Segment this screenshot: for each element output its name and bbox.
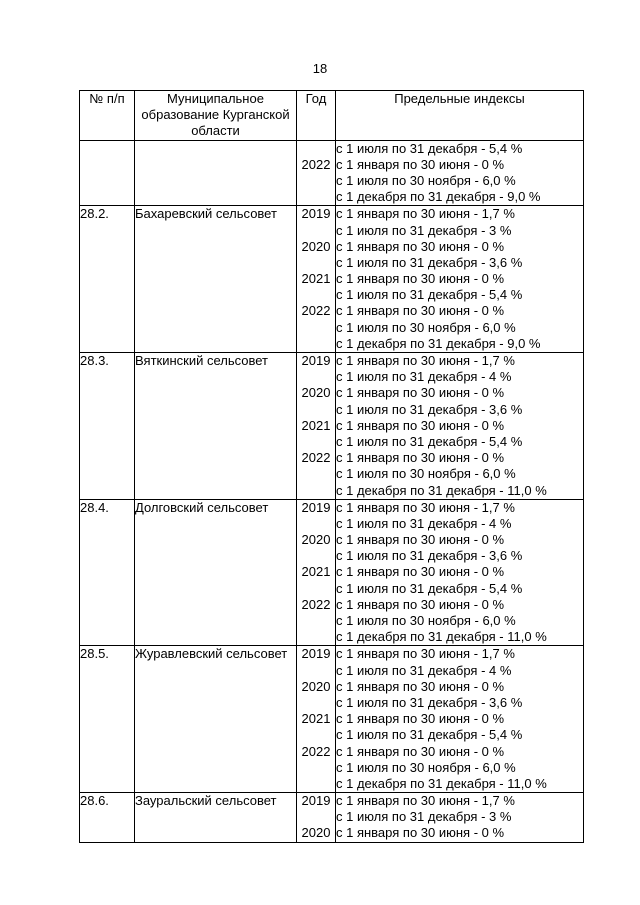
tariff-index-table bbox=[79, 90, 584, 843]
index-period: с 1 июля по 31 декабря - 3,6 % bbox=[336, 548, 523, 564]
table-header-row bbox=[80, 91, 584, 141]
index-period: с 1 января по 30 июня - 1,7 % bbox=[336, 499, 515, 515]
index-period: с 1 января по 30 июня - 0 % bbox=[336, 303, 505, 319]
row-indices bbox=[336, 499, 584, 646]
year-value: 2022 bbox=[301, 303, 331, 319]
row-indices bbox=[336, 206, 584, 353]
index-period: с 1 июля по 31 декабря - 3 % bbox=[336, 809, 512, 825]
year-value: 2019 bbox=[301, 793, 331, 809]
year-value: 2021 bbox=[301, 564, 331, 580]
index-period: с 1 июля по 31 декабря - 4 % bbox=[336, 662, 512, 678]
header-year: Год bbox=[297, 91, 336, 141]
row-municipality bbox=[135, 140, 297, 206]
index-period: с 1 декабря по 31 декабря - 11,0 % bbox=[336, 775, 547, 791]
year-value: 2022 bbox=[301, 596, 331, 612]
index-period: с 1 июля по 31 декабря - 3 % bbox=[336, 222, 512, 238]
year-value: 2020 bbox=[301, 678, 331, 694]
year-value: 2019 bbox=[301, 499, 331, 515]
index-period: с 1 января по 30 июня - 0 % bbox=[336, 743, 505, 759]
year-value: 2021 bbox=[301, 417, 331, 433]
row-indices bbox=[336, 353, 584, 500]
year-value bbox=[297, 760, 335, 776]
year-value bbox=[297, 434, 335, 450]
year-value: 2020 bbox=[301, 825, 331, 841]
year-value: 2019 bbox=[301, 646, 331, 662]
index-period: с 1 января по 30 июня - 1,7 % bbox=[336, 353, 515, 369]
row-years bbox=[297, 499, 336, 646]
index-period: с 1 января по 30 июня - 0 % bbox=[336, 417, 505, 433]
index-period: с 1 июля по 31 декабря - 3,6 % bbox=[336, 254, 523, 270]
year-value bbox=[297, 516, 335, 532]
row-number: 28.5. bbox=[80, 646, 135, 793]
year-value bbox=[297, 223, 335, 239]
year-value bbox=[297, 141, 335, 157]
row-years bbox=[297, 206, 336, 353]
row-years bbox=[297, 140, 336, 206]
index-period: с 1 июля по 31 декабря - 4 % bbox=[336, 515, 512, 531]
index-period: с 1 января по 30 июня - 0 % bbox=[336, 385, 505, 401]
year-value bbox=[297, 336, 335, 352]
row-years bbox=[297, 353, 336, 500]
index-period: с 1 января по 30 июня - 0 % bbox=[336, 596, 505, 612]
index-period: с 1 июля по 30 ноября - 6,0 % bbox=[336, 759, 516, 775]
index-period: с 1 июля по 31 декабря - 5,4 % bbox=[336, 727, 523, 743]
year-value bbox=[297, 809, 335, 825]
row-number: 28.3. bbox=[80, 353, 135, 500]
year-value bbox=[297, 581, 335, 597]
year-value bbox=[297, 663, 335, 679]
table-row bbox=[80, 499, 584, 646]
index-period: с 1 января по 30 июня - 0 % bbox=[336, 711, 505, 727]
table-row bbox=[80, 206, 584, 353]
index-period: с 1 декабря по 31 декабря - 9,0 % bbox=[336, 335, 541, 351]
year-value: 2021 bbox=[301, 271, 331, 287]
index-period: с 1 января по 30 июня - 0 % bbox=[336, 156, 505, 172]
index-period: с 1 января по 30 июня - 0 % bbox=[336, 564, 505, 580]
row-number: 28.6. bbox=[80, 793, 135, 843]
page-number: 18 bbox=[312, 61, 328, 76]
row-indices bbox=[336, 646, 584, 793]
year-value bbox=[297, 727, 335, 743]
index-period: с 1 июля по 30 ноября - 6,0 % bbox=[336, 172, 516, 188]
index-period: с 1 июля по 31 декабря - 3,6 % bbox=[336, 401, 523, 417]
row-municipality: Вяткинский сельсовет bbox=[135, 353, 297, 500]
year-value bbox=[297, 173, 335, 189]
index-period: с 1 июля по 31 декабря - 5,4 % bbox=[336, 287, 523, 303]
row-years bbox=[297, 646, 336, 793]
index-period: с 1 июля по 31 декабря - 5,4 % bbox=[336, 580, 523, 596]
table-body bbox=[80, 140, 584, 842]
year-value bbox=[297, 320, 335, 336]
index-period: с 1 января по 30 июня - 1,7 % bbox=[336, 793, 515, 809]
year-value: 2019 bbox=[301, 353, 331, 369]
row-number: 28.4. bbox=[80, 499, 135, 646]
index-period: с 1 января по 30 июня - 1,7 % bbox=[336, 206, 515, 222]
index-period: с 1 января по 30 июня - 0 % bbox=[336, 825, 505, 841]
table-row bbox=[80, 140, 584, 206]
year-value bbox=[297, 629, 335, 645]
year-value bbox=[297, 369, 335, 385]
table-row bbox=[80, 646, 584, 793]
header-indices: Предельные индексы bbox=[336, 91, 584, 141]
index-period: с 1 декабря по 31 декабря - 11,0 % bbox=[336, 482, 547, 498]
row-number: 28.2. bbox=[80, 206, 135, 353]
index-period: с 1 июля по 30 ноября - 6,0 % bbox=[336, 613, 516, 629]
index-period: с 1 декабря по 31 декабря - 11,0 % bbox=[336, 629, 547, 645]
year-value: 2020 bbox=[301, 532, 331, 548]
index-period: с 1 июля по 30 ноября - 6,0 % bbox=[336, 319, 516, 335]
year-value bbox=[297, 613, 335, 629]
year-value bbox=[297, 255, 335, 271]
header-number: № п/п bbox=[80, 91, 135, 141]
index-period: с 1 декабря по 31 декабря - 9,0 % bbox=[336, 189, 541, 205]
year-value: 2022 bbox=[301, 743, 331, 759]
year-value bbox=[297, 776, 335, 792]
index-period: с 1 января по 30 июня - 0 % bbox=[336, 532, 505, 548]
year-value: 2022 bbox=[301, 450, 331, 466]
row-municipality: Журавлевский сельсовет bbox=[135, 646, 297, 793]
year-value: 2021 bbox=[301, 711, 331, 727]
index-period: с 1 июля по 30 ноября - 6,0 % bbox=[336, 466, 516, 482]
table-row bbox=[80, 793, 584, 843]
index-period: с 1 января по 30 июня - 0 % bbox=[336, 238, 505, 254]
row-indices bbox=[336, 140, 584, 206]
index-period: с 1 июля по 31 декабря - 4 % bbox=[336, 369, 512, 385]
row-number bbox=[80, 140, 135, 206]
row-indices bbox=[336, 793, 584, 843]
index-period: с 1 января по 30 июня - 0 % bbox=[336, 678, 505, 694]
year-value: 2019 bbox=[301, 206, 331, 222]
row-years bbox=[297, 793, 336, 843]
index-period: с 1 января по 30 июня - 0 % bbox=[336, 271, 505, 287]
year-value: 2020 bbox=[301, 385, 331, 401]
year-value bbox=[297, 548, 335, 564]
year-value bbox=[297, 402, 335, 418]
year-value: 2022 bbox=[301, 156, 331, 172]
year-value bbox=[297, 287, 335, 303]
index-period: с 1 января по 30 июня - 1,7 % bbox=[336, 646, 515, 662]
year-value: 2020 bbox=[301, 238, 331, 254]
index-period: с 1 июля по 31 декабря - 5,4 % bbox=[336, 140, 523, 156]
year-value bbox=[297, 466, 335, 482]
year-value bbox=[297, 695, 335, 711]
table-row bbox=[80, 353, 584, 500]
index-period: с 1 июля по 31 декабря - 3,6 % bbox=[336, 694, 523, 710]
row-municipality: Бахаревский сельсовет bbox=[135, 206, 297, 353]
row-municipality: Долговский сельсовет bbox=[135, 499, 297, 646]
year-value bbox=[297, 189, 335, 205]
row-municipality: Зауральский сельсовет bbox=[135, 793, 297, 843]
header-municipality: Муниципальное образование Курганской области bbox=[135, 91, 297, 141]
year-value bbox=[297, 483, 335, 499]
index-period: с 1 июля по 31 декабря - 5,4 % bbox=[336, 433, 523, 449]
index-period: с 1 января по 30 июня - 0 % bbox=[336, 450, 505, 466]
